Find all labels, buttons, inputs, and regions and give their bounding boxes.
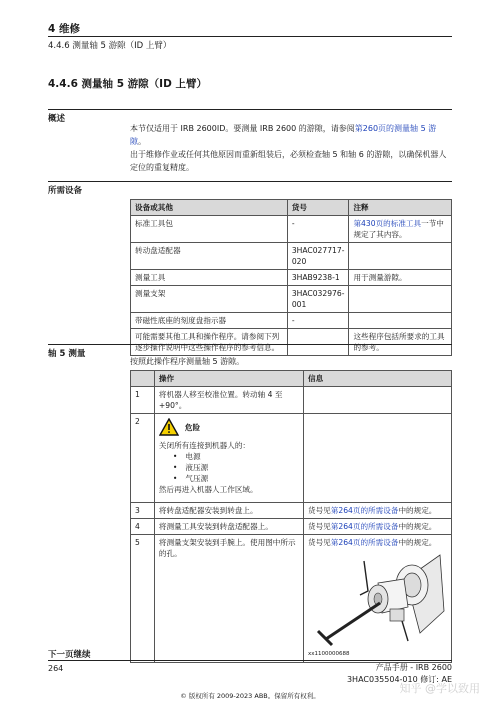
table-row xyxy=(131,387,452,414)
danger-title: 危险 xyxy=(184,422,201,432)
column-header: 操作 xyxy=(154,371,303,387)
step-number: 4 xyxy=(131,519,155,535)
equipment-note xyxy=(349,286,452,313)
equipment-part: - xyxy=(287,216,349,243)
footer-rule xyxy=(48,660,452,661)
equipment-note: 这些程序包括所要求的工具的参考。 xyxy=(349,329,452,356)
table-row xyxy=(131,503,452,519)
step-info: 货号见第264页的所需设备中的规定。 xyxy=(304,503,452,519)
step-action: 将机器人移至校准位置。转动轴 4 至 +90°。 xyxy=(154,387,303,414)
link-standard-tools[interactable]: 第430页的标准工具 xyxy=(353,219,422,228)
step-info: 货号见第264页的所需设备中的规定。 xyxy=(304,519,452,535)
column-header: 货号 xyxy=(287,200,349,216)
step-action: 将测量工具安装到转盘适配器上。 xyxy=(154,519,303,535)
subchapter-heading: 4.4.6 测量轴 5 游隙（ID 上臂） xyxy=(48,41,172,51)
procedure-header-row xyxy=(131,371,452,387)
column-header: 注释 xyxy=(349,200,452,216)
chapter-heading: 4 维修 xyxy=(48,23,80,35)
equipment-rule xyxy=(48,181,452,182)
equipment-part: 3HAC027717-020 xyxy=(287,243,349,270)
overview-paragraph-1: 本节仅适用于 IRB 2600ID。要测量 IRB 2600 的游隙，请参阅第260页的测量轴 5 游隙。 xyxy=(130,124,437,146)
axis5-intro: 按照此操作程序测量轴 5 游隙。 xyxy=(130,357,245,366)
link-required-equipment[interactable]: 第264页的所需设备 xyxy=(330,506,399,515)
equipment-part: - xyxy=(287,313,349,329)
step-number: 5 xyxy=(131,535,155,663)
continued-note: 下一页继续 xyxy=(48,650,91,660)
table-row xyxy=(131,216,452,243)
header-rule xyxy=(48,36,452,37)
section-title: 4.4.6 测量轴 5 游隙（ID 上臂） xyxy=(48,78,207,90)
equipment-name: 测量支架 xyxy=(131,286,288,313)
document-id: 3HAC035504-010 修订: AE xyxy=(346,675,452,684)
equipment-note: 用于测量游隙。 xyxy=(349,270,452,286)
table-row xyxy=(131,286,452,313)
equipment-part: 3HAC032976-001 xyxy=(287,286,349,313)
step-number: 2 xyxy=(131,414,155,503)
step-number: 1 xyxy=(131,387,155,414)
page-number: 264 xyxy=(48,664,64,673)
equipment-part: 3HAB9238-1 xyxy=(287,270,349,286)
column-header xyxy=(131,371,155,387)
equipment-note: 第430页的标准工具一节中规定了其内容。 xyxy=(349,216,452,243)
axis5-rule xyxy=(48,344,452,345)
equipment-note xyxy=(349,243,452,270)
step-action: 将转盘适配器安装到转盘上。 xyxy=(154,503,303,519)
link-measure-axis5[interactable]: 第260页的测量轴 5 游隙 xyxy=(130,124,437,146)
watermark: 知乎 @学以致用 xyxy=(399,682,480,695)
equipment-part xyxy=(287,329,349,356)
danger-list xyxy=(173,451,299,484)
table-row xyxy=(131,243,452,270)
table-row xyxy=(131,270,452,286)
step-action xyxy=(154,414,303,503)
equipment-name: 带磁性底座的刻度盘指示器 xyxy=(131,313,288,329)
table-row xyxy=(131,519,452,535)
overview-heading: 概述 xyxy=(48,114,66,124)
step-action: 将测量支架安装到手腕上。使用图中所示的孔。 xyxy=(154,535,303,663)
column-header: 信息 xyxy=(304,371,452,387)
link-required-equipment[interactable]: 第264页的所需设备 xyxy=(330,522,399,531)
danger-after: 然后再进入机器人工作区域。 xyxy=(158,485,258,494)
danger-warning-icon xyxy=(159,418,179,436)
step-number: 3 xyxy=(131,503,155,519)
overview-rule xyxy=(48,109,452,110)
link-required-equipment[interactable]: 第264页的所需设备 xyxy=(330,538,399,547)
figure-id: xx1100000688 xyxy=(308,651,350,657)
manual-title: 产品手册 - IRB 2600 xyxy=(375,663,452,672)
axis5-heading: 轴 5 测量 xyxy=(48,349,86,359)
list-item: • 电源 xyxy=(173,451,299,462)
table-row xyxy=(131,313,452,329)
table-row xyxy=(131,414,452,503)
equipment-heading: 所需设备 xyxy=(48,186,83,196)
step-info xyxy=(304,414,452,503)
column-header: 设备或其他 xyxy=(131,200,288,216)
list-item: • 气压源 xyxy=(173,473,299,484)
equipment-name: 测量工具 xyxy=(131,270,288,286)
equipment-name: 标准工具包 xyxy=(131,216,288,243)
overview-paragraph-2: 出于维修作业或任何其他原因而重新组装后，必须检查轴 5 和轴 6 的游隙，以确保机器人定位的重复精度。 xyxy=(130,150,447,172)
equipment-name: 可能需要其他工具和操作程序。请参阅下列逐步操作说明中这些操作程序的参考信息。 xyxy=(131,329,288,356)
table-row xyxy=(131,535,452,663)
equipment-note xyxy=(349,313,452,329)
list-item: • 液压源 xyxy=(173,462,299,473)
procedure-table xyxy=(130,370,452,663)
copyright: © 版权所有 2009-2023 ABB。保留所有权利。 xyxy=(180,692,320,700)
measuring-bracket-figure xyxy=(308,551,446,647)
step-info xyxy=(304,387,452,414)
danger-text: 关闭所有连接到机器人的： xyxy=(158,441,251,450)
equipment-header-row xyxy=(131,200,452,216)
equipment-name: 转动盘适配器 xyxy=(131,243,288,270)
step-info: 货号见第264页的所需设备中的规定。 xx1100000688 xyxy=(304,535,452,663)
table-row xyxy=(131,329,452,356)
equipment-table xyxy=(130,199,452,356)
